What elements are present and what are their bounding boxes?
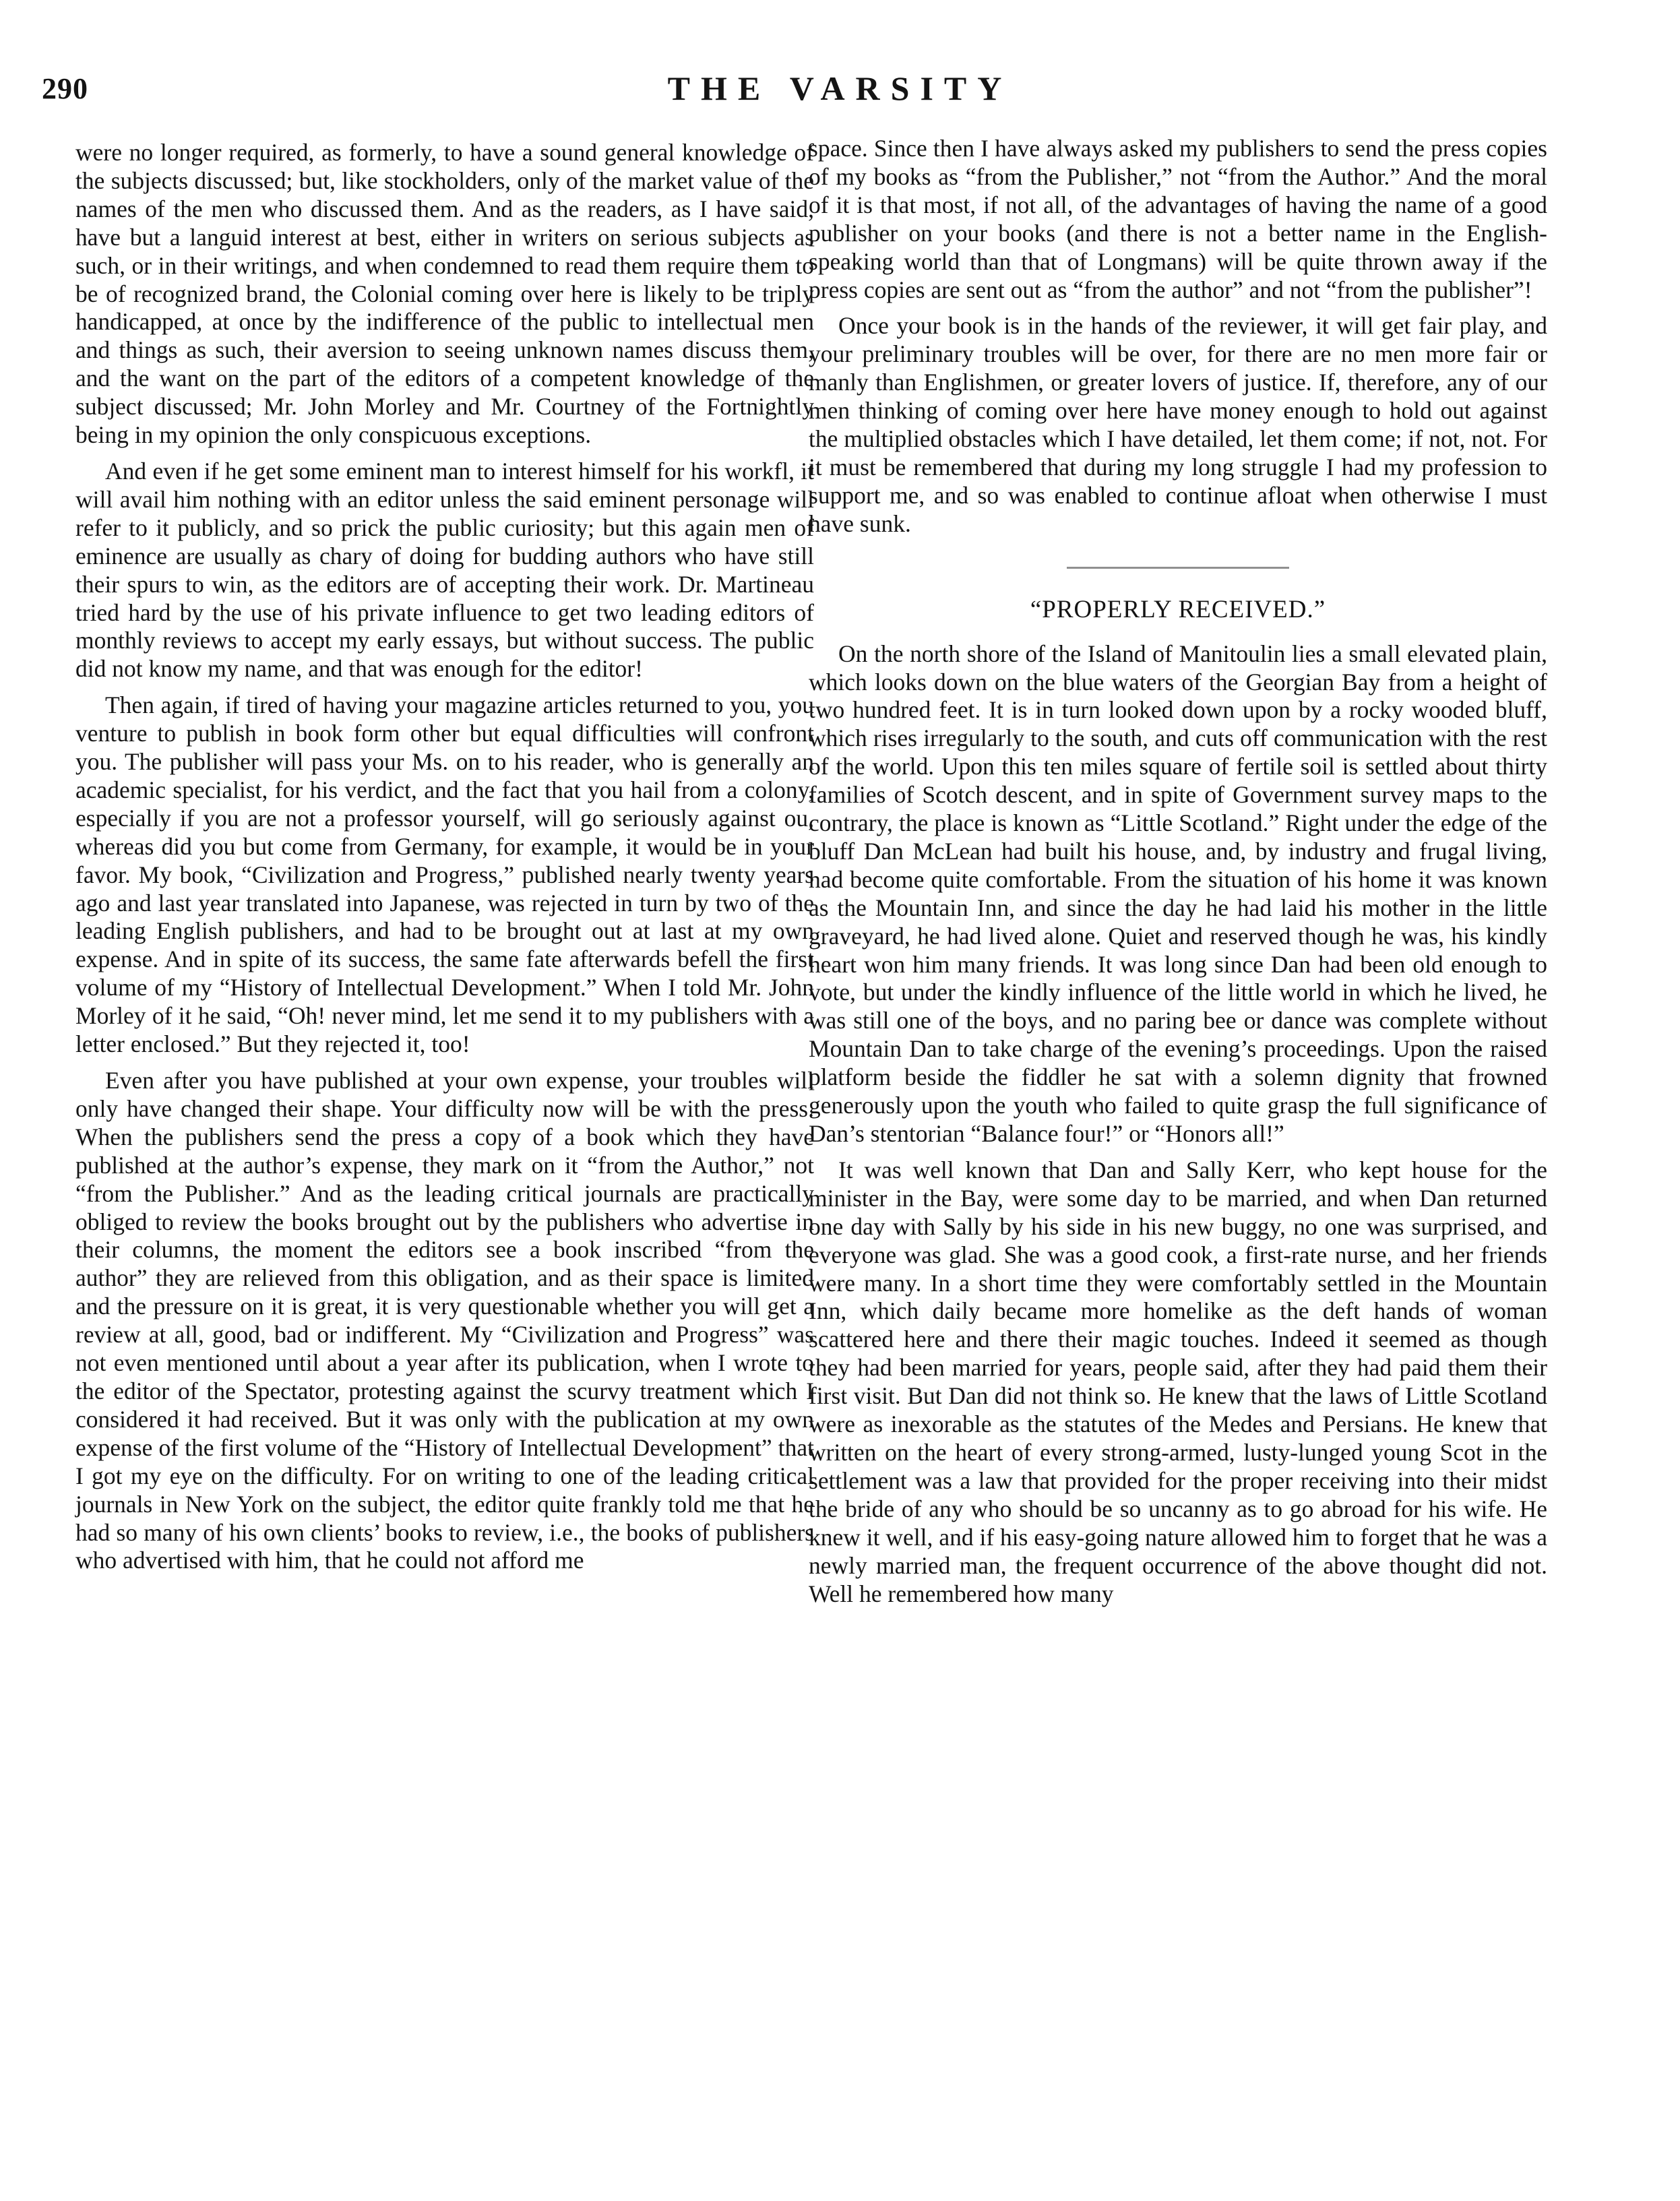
paragraph: Even after you have published at your own expense, your troubles will only have changed their shape. Your difficulty now will be with the press. When the publishers send the press a copy of a book which they have published at the author’s expense, they mark on it “from the Author,” not “from the Publisher.” And as the leading critical journals are practically obliged to review the books brought out by the publishers who advertise in their columns, the moment the editors see a book inscribed “from the author” they are relieved from this obligation, and as their space is limited and the pressure on it is great, it is very questionable whether you will get a review at all, good, bad or indifferent. My “Civilization and Progress” was not even mentioned until about a year after its publication, when I wrote to the editor of the Spectator, protesting against the scurvy treatment which I considered it had received. But it was only with the publication at my own expense of the first volume of the “History of Intellectual Development” that I got my eye on the difficulty. For on writing to one of the leading critical journals in New York on the subject, the editor quite frankly told me that he had so many of his own clients’ books to review, i.e., the books of publishers who advertised with him, that he could not afford me [75,1067,814,1574]
running-head: THE VARSITY [667,69,1013,107]
paragraph: It was well known that Dan and Sally Kerr, who kept house for the minister in the Bay, were some day to be married, and when Dan returned one day with Sally by his side in his new buggy, no one was surprised, and everyone was glad. She was a good cook, a first-rate nurse, and her friends were many. In a short time they were comfortably settled in the Mountain Inn, which daily became more homelike as the deft hands of woman scattered here and there their magic touches. Indeed it seemed as though they had been married for years, people said, after they had paid them their first visit. But Dan did not think so. He knew that the laws of Little Scotland were as inexorable as the statutes of the Medes and Persians. He knew that written on the heart of every strong-armed, lusty-lunged young Scot in the settlement was a law that provided for the proper receiving into their midst the bride of any who should be so uncanny as to go abroad for his wife. He knew it well, and if his easy-going nature allowed him to forget that he was a newly married man, the frequent occurrence of the above thought did not. Well he remembered how many [809,1156,1547,1607]
paragraph: were no longer required, as formerly, to have a sound general knowledge of the subjects discussed; but, like stockholders, only of the market value of the names of the men who discussed them. And as the readers, as I have said, have but a languid interest at best, either in writers on serious subjects as such, or in their writings, and when condemned to read them require them to be of recognized brand, the Colonial coming over here is likely to be triply handicapped, at once by the indifference of the public to intellectual men and things as such, their aversion to seeing unknown names discuss them, and the want on the part of the editors of a competent knowledge of the subject discussed; Mr. John Morley and Mr. Courtney of the Fortnightly being in my opinion the only conspicuous exceptions. [75,139,814,449]
paragraph: Once your book is in the hands of the reviewer, it will get fair play, and your preliminary troubles will be over, for there are no men more fair or manly than Englishmen, or greater lovers of justice. If, therefore, any of our men thinking of coming over here have money enough to hold out against the multiplied obstacles which I have detailed, let them come; if not, not. For it must be remembered that during my long struggle I had my profession to support me, and so was enabled to continue afloat when otherwise I must have sunk. [809,312,1547,537]
paragraph: Then again, if tired of having your magazine articles returned to you, you venture to publish in book form other but equal difficulties will confront you. The publisher will pass your Ms. on to his reader, who is generally an academic specialist, for his verdict, and the fact that you hail from a colony, especially if you are not a professor yourself, will go seriously against ou, whereas did you but come from Germany, for example, it would be in your favor. My book, “Civilization and Progress,” published nearly twenty years ago and last year translated into Japanese, was rejected in turn by two of the leading English publishers, and had to be brought out at last at my own expense. And in spite of its success, the same fate afterwards befell the first volume of my “History of Intellectual Development.” When I told Mr. John Morley of it he said, “Oh! never mind, let me send it to my publishers with a letter enclosed.” But they rejected it, too! [75,691,814,1058]
left-column [75,139,814,1583]
section-title: “PROPERLY RECEIVED.” [1030,595,1326,623]
section-divider [1067,567,1289,569]
paragraph: And even if he get some eminent man to interest himself for his workfl, it will avail him nothing with an editor unless the said eminent personage will refer to it publicly, and so prick the public curiosity; but this again men of eminence are usually as chary of doing for budding authors who have still their spurs to win, as the editors are of accepting their work. Dr. Martineau tried hard by the use of his private influence to get two leading editors of monthly reviews to accept my early essays, but without success. The public did not know my name, and that was enough for the editor! [75,457,814,683]
paragraph: On the north shore of the Island of Manitoulin lies a small elevated plain, which looks down on the blue waters of the Georgian Bay from a height of two hundred feet. It is in turn looked down upon by a rocky wooded bluff, which rises irregularly to the south, and cuts off communication with the rest of the world. Upon this ten miles square of fertile soil is settled about thirty families of Scotch descent, and in spite of Government survey maps to the contrary, the place is known as “Little Scotland.” Right under the edge of the bluff Dan McLean had built his house, and, by industry and frugal living, had become quite comfortable. From the situation of his home it was known as the Mountain Inn, and since the day he had laid his mother in the little graveyard, he had lived alone. Quiet and reserved though he was, his kindly heart won him many friends. It was long since Dan had been old enough to vote, but under the kindly influence of the little world in which he lived, he was still one of the boys, and no paring bee or dance was complete without Mountain Dan to take charge of the evening’s proceedings. Upon the raised platform beside the fiddler he sat with a solemn dignity that frowned generously upon the youth who failed to quite grasp the full significance of Dan’s stentorian “Balance four!” or “Honors all!” [809,640,1547,1147]
right-column [809,135,1547,1616]
page-number: 290 [42,72,88,105]
paragraph: space. Since then I have always asked my publishers to send the press copies of my books as “from the Publisher,” not “from the Author.” And the moral of it is that most, if not all, of the advantages of having the name of a good publisher on your books (and there is not a better name in the English-speaking world than that of Longmans) will be quite thrown away if the press copies are sent out as “from the author” and not “from the publisher”! [809,135,1547,303]
